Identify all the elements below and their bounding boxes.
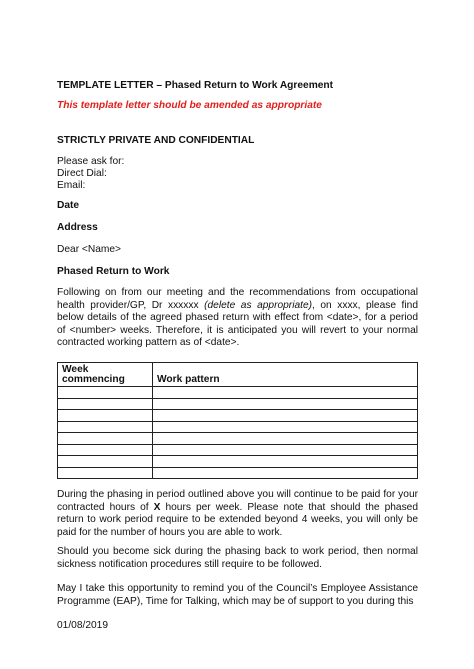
email-label: Email: bbox=[57, 180, 86, 191]
pay-text-bold: X bbox=[153, 501, 161, 513]
direct-dial-label: Direct Dial: bbox=[57, 168, 107, 179]
section-heading: Phased Return to Work bbox=[57, 266, 170, 277]
table-cell bbox=[153, 467, 418, 479]
work-pattern-header: Work pattern bbox=[153, 363, 418, 387]
table-row bbox=[58, 433, 418, 445]
intro-text-italic: (delete as appropriate) bbox=[204, 299, 313, 311]
letter-title: TEMPLATE LETTER – Phased Return to Work Agreement bbox=[57, 80, 334, 91]
footer-date: 01/08/2019 bbox=[57, 620, 108, 631]
table-cell bbox=[58, 433, 153, 445]
date-label: Date bbox=[57, 200, 80, 211]
table-row bbox=[58, 398, 418, 410]
table-row bbox=[58, 410, 418, 422]
address-label: Address bbox=[57, 222, 98, 233]
table-cell bbox=[153, 456, 418, 468]
table-cell bbox=[153, 387, 418, 399]
intro-text-part1: Following on from our meeting and the recommendations from occupational health provider/GP, Dr xxxxxx bbox=[57, 287, 418, 311]
table-cell bbox=[153, 410, 418, 422]
confidential-heading: STRICTLY PRIVATE AND CONFIDENTIAL bbox=[57, 135, 255, 146]
table-cell bbox=[153, 398, 418, 410]
ask-for-label: Please ask for: bbox=[57, 156, 125, 167]
table-row bbox=[58, 444, 418, 456]
table-cell bbox=[58, 444, 153, 456]
week-commencing-header: Week commencing bbox=[58, 363, 153, 387]
work-pattern-table bbox=[57, 362, 418, 479]
pay-paragraph bbox=[57, 489, 418, 539]
table-row bbox=[58, 456, 418, 468]
eap-paragraph: May I take this opportunity to remind you of the Council’s Employee Assistance Programme (EAP), Time for Talking, which may be of support to you during this bbox=[57, 583, 418, 607]
table-cell bbox=[58, 410, 153, 422]
sickness-paragraph: Should you become sick during the phasing back to work period, then normal sickness notification procedures still require to be followed. bbox=[57, 546, 418, 570]
template-note: This template letter should be amended as appropriate bbox=[57, 100, 322, 111]
table-row bbox=[58, 387, 418, 399]
table-cell bbox=[58, 456, 153, 468]
pay-text-part1: During the phasing in period outlined above you will continue to be paid for your contracted hours of bbox=[57, 489, 418, 513]
table-cell bbox=[153, 421, 418, 433]
table-cell bbox=[58, 398, 153, 410]
table-cell bbox=[58, 387, 153, 399]
table-header-row bbox=[58, 363, 418, 387]
table-row bbox=[58, 421, 418, 433]
pay-text-part2: hours per week. Please note that should the phased return to work period require to be extended beyond 4 weeks, you will only be paid for the number of hours you are able to work. bbox=[57, 501, 419, 538]
table-row bbox=[58, 467, 418, 479]
table-cell bbox=[153, 433, 418, 445]
intro-paragraph bbox=[57, 287, 418, 350]
salutation: Dear <Name> bbox=[57, 244, 121, 255]
intro-text-part2: , on xxxx, please find below details of the agreed phased return with effect from <date>, for a period of <number> weeks. Therefore, it is anticipated you will revert to your normal contracted working pattern as of <date>. bbox=[57, 299, 418, 348]
table-cell bbox=[58, 467, 153, 479]
table-cell bbox=[58, 421, 153, 433]
table-cell bbox=[153, 444, 418, 456]
